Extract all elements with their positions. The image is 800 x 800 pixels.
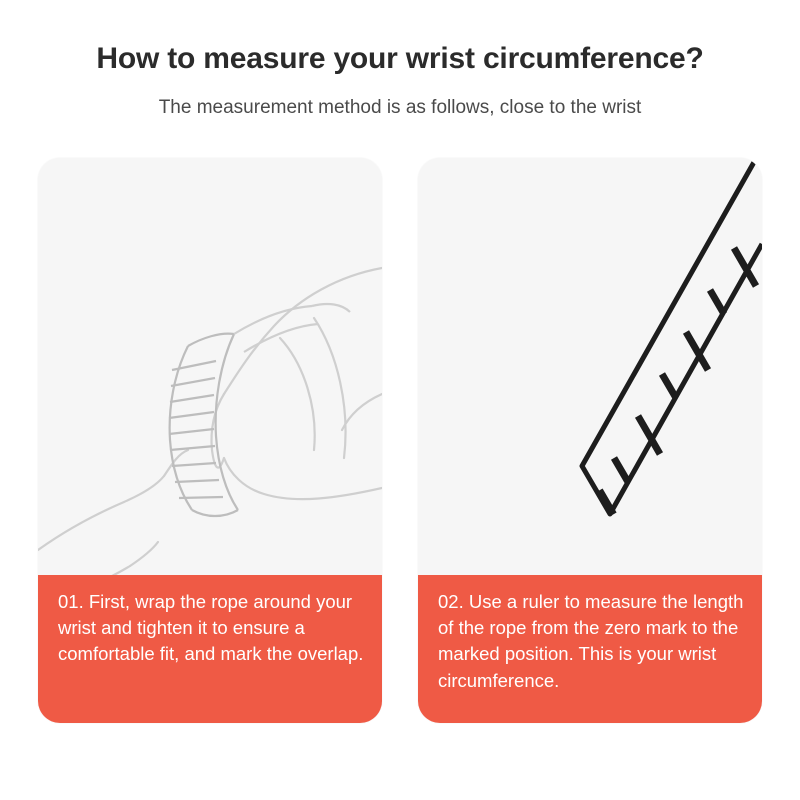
step-caption-2: 02. Use a ruler to measure the length of the rope from the zero mark to the marked position. This is your wrist circumference. [418,575,762,723]
step-card-1 [38,158,382,723]
step-caption-1: 01. First, wrap the rope around your wrist and tighten it to ensure a comfortable fit, and mark the overlap. [38,575,382,723]
page-title: How to measure your wrist circumference? [96,42,704,75]
step-card-2 [418,158,762,723]
steps-container [0,158,800,723]
page-subtitle: The measurement method is as follows, close to the wrist [158,97,642,118]
hand-wrapping-tape-around-wrist-illustration [38,158,382,575]
ruler-measuring-rope-length-illustration [418,158,762,575]
